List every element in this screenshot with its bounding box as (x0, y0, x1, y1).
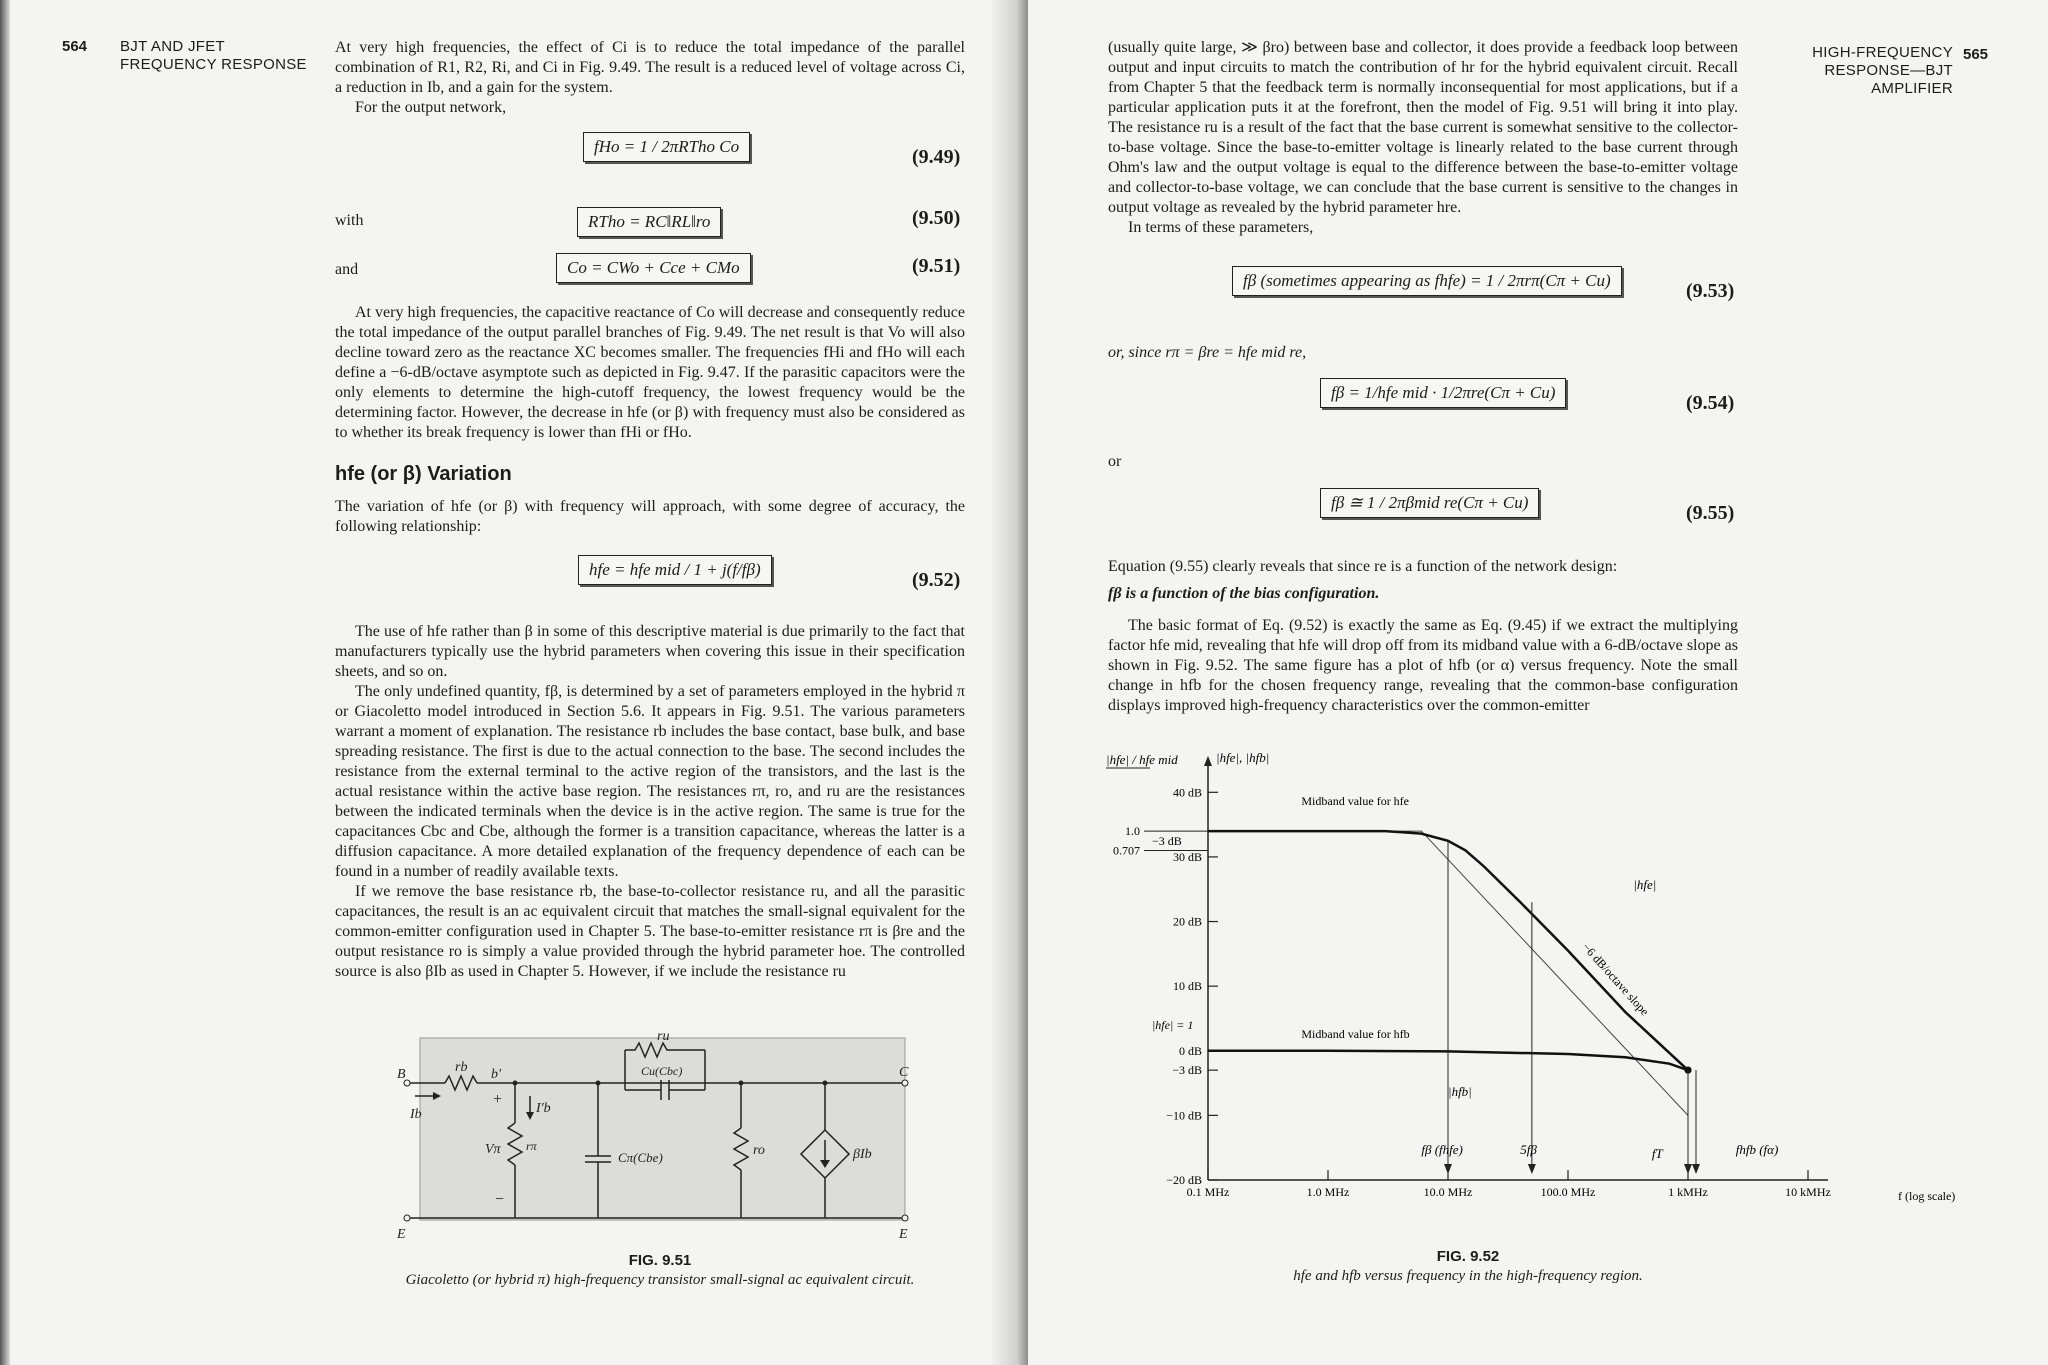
running-head (120, 38, 307, 74)
annotation: Midband value for hfe (1301, 794, 1410, 809)
label-bprime: b' (491, 1067, 501, 1082)
label-rpi: rπ (526, 1139, 537, 1153)
with-label: with (335, 212, 364, 229)
terminal-e-right (902, 1215, 908, 1221)
paragraph-text: (usually quite large, ≫ βro) between base and collector, it does provide a feedback loop between output and input circuits to match the contribution of hr for the hybrid equivalent circuit. Recall from Chapter 5 that the feedback term is normally inconsequential for most applications, but if a particular application puts it at the forefront, then the model of Fig. 9.51 will bring it into play. The resistance ru is a result of the fact that the base current is somewhat sensitive to the collector-to-base voltage. Since the base-to-emitter voltage is linearly related to the base current through Ohm's law and the output voltage is equal to the difference between the base-to-emitter voltage and collector-to-base voltage, we can conclude that the base current is sensitive to the changes in output voltage as revealed by the hybrid parameter hre. (1108, 39, 1738, 216)
frequency-marker-arrow-icon (1692, 1164, 1700, 1174)
label-ib: Ib (410, 1107, 422, 1122)
annotation: Midband value for hfb (1301, 1026, 1410, 1041)
label-vpi: Vπ (485, 1142, 501, 1157)
equation-9-52: hfe = hfe mid / 1 + j(f/fβ) (578, 555, 772, 585)
frequency-marker-arrow-icon (1444, 1164, 1452, 1174)
page-edge-shadow (0, 0, 10, 1365)
paragraph-text: In terms of these parameters, (1128, 219, 1314, 236)
annotation: fT (1651, 1146, 1663, 1161)
annotation: 5fβ (1520, 1142, 1537, 1157)
chart-plot-area (1106, 750, 1955, 1203)
y-tick-label: −10 dB (1166, 1108, 1202, 1123)
equation-number: (9.52) (912, 569, 961, 591)
label-ru: ru (657, 1029, 670, 1044)
y-tick-label: 10 dB (1172, 979, 1202, 994)
y-axis-arrow-icon (1204, 756, 1212, 766)
ratio-label: 0.707 (1113, 843, 1140, 858)
equation-number: (9.54) (1686, 392, 1735, 414)
equation-9-53: fβ (sometimes appearing as fhfe) = 1 / 2πrπ(Cπ + Cu) (1232, 266, 1622, 296)
paragraph-5-7 (335, 622, 965, 982)
paragraph-1 (335, 38, 965, 118)
label-e-right: E (899, 1227, 908, 1238)
y-tick-label: 40 dB (1172, 785, 1202, 800)
x-tick-label: 1.0 MHz (1306, 1185, 1350, 1199)
equation-number: (9.49) (912, 146, 961, 168)
equation-9-50: RTho = RC‖RL‖ro (577, 207, 721, 237)
x-tick-label: 100.0 MHz (1540, 1185, 1596, 1199)
x-tick-label: 10 kMHz (1785, 1185, 1831, 1199)
label-plus: + (493, 1091, 503, 1108)
section-heading: hfe (or β) Variation (335, 463, 512, 485)
paragraph-text: For the output network, (355, 99, 507, 116)
equation-number: (9.50) (912, 207, 961, 229)
node-dot (739, 1081, 744, 1086)
y-tick-label: −20 dB (1166, 1173, 1202, 1187)
annotation: |hfe| (1633, 877, 1657, 893)
paragraph-3: Equation (9.55) clearly reveals that since re is a function of the network design: (1108, 558, 1618, 575)
paragraph-text: At very high frequencies, the effect of Ci is to reduce the total impedance of the parallel combination of R1, R2, Ri, and Ci in Fig. 9.49. The result is a reduced level of voltage across Ci, a reduction in Ib, and a gain for the system. (335, 39, 965, 96)
label-e-left: E (397, 1227, 406, 1238)
y-axis-label: |hfe|, |hfb| (1216, 750, 1270, 765)
annotation: fhfb (fα) (1735, 1142, 1779, 1157)
running-head-line: RESPONSE—BJT (1824, 62, 1953, 79)
figure-9-52-chart (1088, 740, 2008, 1230)
label-cpi: Cπ(Cbe) (618, 1150, 663, 1165)
paragraph-text: If we remove the base resistance rb, the base-to-collector resistance ru, and all the parasitic capacitances, the result is an ac equivalent circuit that matches the small-signal equivalent for the common-emitter configuration used in Chapter 5. The base-to-emitter resistance rπ is βre and the output resistance ro is simply a value provided through the hybrid parameter hoe. The controlled source is also βIb as used in Chapter 5. However, if we include the resistance ru (335, 883, 965, 980)
annotation: −6 dB/octave slope (1579, 940, 1652, 1019)
label-ro: ro (753, 1143, 765, 1158)
paragraph-3: At very high frequencies, the capacitive reactance of Co will decrease and consequently reduce the total impedance of the output parallel branches of Fig. 9.49. The net result is that Vo will also decline toward zero as the reactance XC becomes smaller. The frequencies fHi and fHo will each define a −6-dB/octave asymptote such as depicted in Fig. 9.47. If the parasitic capacitors were the only elements to determine the high-cutoff frequency, the lowest frequency would be the determining factor. However, the decrease in hfe (or β) with frequency must also be considered as to whether its break frequency is lower than fHi or fHo. (335, 304, 965, 441)
minus-3db-label: −3 dB (1152, 833, 1182, 848)
frequency-marker-arrow-icon (1684, 1164, 1692, 1174)
label-b: B (397, 1067, 406, 1082)
equation-9-49: fHo = 1 / 2πRTho Co (583, 132, 750, 162)
and-label: and (335, 261, 359, 278)
x-tick-label: 1 kMHz (1668, 1185, 1708, 1199)
right-page (1028, 0, 2048, 1365)
x-tick-label: 0.1 MHz (1186, 1185, 1230, 1199)
figure-9-52-caption: hfe and hfb versus frequency in the high-frequency region. (1293, 1268, 1643, 1284)
figure-9-52-title: FIG. 9.52 (1436, 1248, 1500, 1265)
running-head-line: FREQUENCY RESPONSE (120, 56, 307, 73)
label-ibprime: I'b (536, 1101, 551, 1116)
page-number: 565 (1963, 46, 1989, 63)
or-label: or (1108, 453, 1122, 470)
equation-9-51: Co = CWo + Cce + CMo (556, 253, 751, 283)
annotation: fβ (fhfe) (1421, 1142, 1463, 1157)
terminal-e-left (404, 1215, 410, 1221)
since-text: or, since rπ = βre = hfe mid re, (1108, 344, 1307, 361)
page-number: 564 (62, 38, 88, 55)
equation-number: (9.51) (912, 255, 961, 277)
frequency-marker-arrow-icon (1528, 1164, 1536, 1174)
paragraph-4: The basic format of Eq. (9.52) is exactly the same as Eq. (9.45) if we extract the multiplying factor hfe mid, revealing that hfe will drop off from its midband value with a 6-dB/octave slope as shown in Fig. 9.52. The same figure has a plot of hfb (or α) versus frequency. Note the small change in hfb for the chosen frequency range, revealing that the common-base configuration displays improved high-frequency characteristics over the common-emitter (1108, 617, 1738, 714)
y-tick-label: 30 dB (1172, 849, 1202, 864)
running-head-line: BJT AND JFET (120, 38, 226, 55)
equation-9-54: fβ = 1/hfe mid · 1/2πre(Cπ + Cu) (1320, 378, 1566, 408)
annotation: |hfb| (1448, 1084, 1472, 1099)
unity-label: |hfe| = 1 (1152, 1017, 1194, 1032)
paragraph-text: The use of hfe rather than β in some of this descriptive material is due primarily to the fact that manufacturers typically use the hybrid parameters when covering this issue in their specification sheets, and so on. (335, 623, 965, 680)
ratio-label: 1.0 (1125, 824, 1140, 839)
equation-number: (9.55) (1686, 502, 1735, 524)
terminal-c (902, 1080, 908, 1086)
equation-number: (9.53) (1686, 280, 1735, 302)
paragraph-1 (1108, 38, 1738, 238)
x-tick-label: 10.0 MHz (1423, 1185, 1473, 1199)
y-tick-label: −3 dB (1172, 1063, 1202, 1078)
y-tick-label: 0 dB (1178, 1043, 1202, 1058)
figure-9-51-title: FIG. 9.51 (628, 1252, 692, 1269)
emphasis-statement: fβ is a function of the bias configuration. (1108, 585, 1380, 602)
running-head-line: HIGH-FREQUENCY (1812, 44, 1953, 61)
y-tick-label: 20 dB (1172, 914, 1202, 929)
running-head (1773, 44, 1953, 98)
label-cu: Cu(Cbc) (641, 1064, 683, 1078)
label-rb: rb (455, 1060, 468, 1075)
figure-9-51-caption: Giacoletto (or hybrid π) high-frequency transistor small-signal ac equivalent circuit. (405, 1272, 915, 1288)
label-minus: − (495, 1191, 505, 1208)
node-dot (823, 1081, 828, 1086)
node-dot (596, 1081, 601, 1086)
label-c: C (899, 1065, 909, 1080)
running-head-line: AMPLIFIER (1871, 80, 1953, 97)
node-dot (513, 1081, 518, 1086)
left-page (0, 0, 1020, 1365)
label-source: βIb (853, 1147, 872, 1162)
left-axis-label: |hfe| / hfe mid (1106, 752, 1178, 767)
paragraph-text: The only undefined quantity, fβ, is determined by a set of parameters employed in the hybrid π or Giacoletto model introduced in Section 5.6. It appears in Fig. 9.51. The various parameters warrant a moment of explanation. The resistance rb includes the base contact, base bulk, and base spreading resistance. The first is due to the actual connection to the base. The second includes the resistance from the external terminal to the active region of the transistors, and the last is the actual resistance within the active base region. The resistances rπ, ro, and ru are the resistances between the indicated terminals when the device is in the active region. The same is true for the capacitances Cbc and Cbe, although the former is a transition capacitance, whereas the latter is a diffusion capacitance. A more detailed explanation of the frequency dependence of each can be found in a number of readily available texts. (335, 683, 965, 880)
x-axis-label: f (log scale) (1898, 1189, 1956, 1203)
figure-9-51-circuit (385, 1028, 945, 1238)
paragraph-4: The variation of hfe (or β) with frequency will approach, with some degree of accuracy, the following relationship: (335, 498, 965, 535)
equation-9-55: fβ ≅ 1 / 2πβmid re(Cπ + Cu) (1320, 488, 1539, 518)
